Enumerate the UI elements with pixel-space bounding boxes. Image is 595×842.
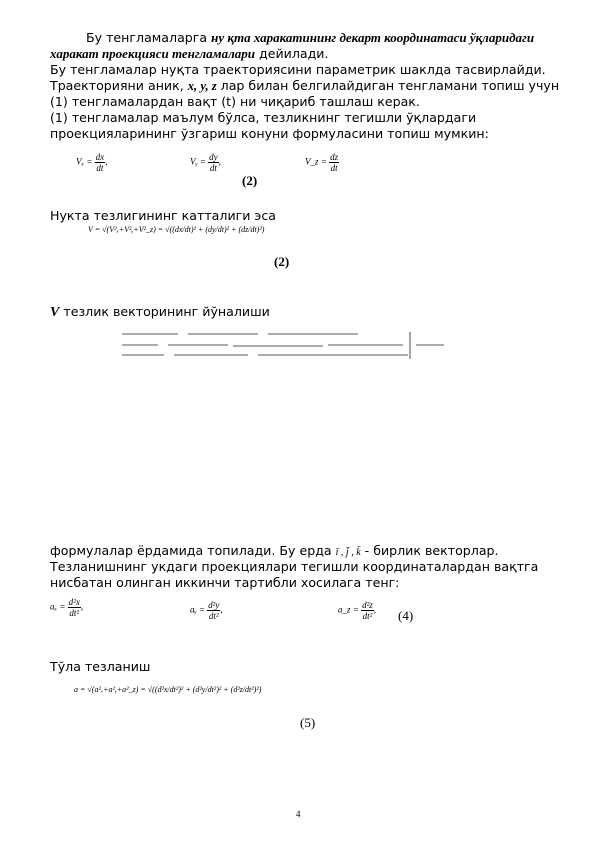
vx-den: dt [96, 163, 104, 173]
text-line-trajectory [50, 78, 559, 94]
accel-sqrt: √(a²ₓ+a²ᵧ+a²_z) [87, 685, 139, 694]
eq-number-2a: (2) [242, 173, 258, 188]
eq-vz: V_z = $\frac{dz}{dt}$ [305, 152, 339, 173]
eq-ay: aᵧ = $\frac{\text{d²y}}{\text{dt²}}$ , [190, 600, 223, 621]
eq-ax: aₓ = $\frac{\text{d²x}}{\text{dt²}}$ , [50, 597, 84, 618]
speed-sqrt: √(V²ₓ+V²ᵧ+V²_z) [102, 225, 156, 234]
vz-fraction [329, 152, 339, 173]
vx-num: dx [95, 152, 105, 162]
full-accel-label: Тўла тезланиш [50, 659, 151, 674]
velocity-symbol: V [50, 305, 60, 320]
ay-num: d²y [208, 600, 220, 610]
eq-full-accel: a = √(a²ₓ+a²ᵧ+a²_z) = √((d²x/dt²)² + (d²y/dt²)² + (d²z/dt²)²) [74, 685, 262, 694]
direction-line [50, 304, 270, 321]
az-fraction [361, 600, 374, 621]
direction-cosine-formula-image [118, 328, 448, 362]
para1-line1 [86, 30, 534, 46]
formula-strip-svg [118, 328, 448, 362]
az-lhs: a_z [338, 604, 351, 615]
ax-fraction [68, 597, 81, 618]
speed-lhs: V [88, 225, 93, 234]
page-number: 4 [296, 809, 301, 819]
accel-expanded: = √((d²x/dt²)² + (d²y/dt²)² + (d²z/dt²)²) [140, 685, 262, 694]
vz-lhs: V_z [305, 156, 319, 167]
unit-vectors-tail: - бирлик векторлар. [360, 543, 499, 558]
text-line-param: Бу тенгламалар нуқта траекториясини параметрик шаклда тасвирлайди. [50, 62, 546, 77]
text-line-projections: проекцияларининг ўзгариш конуни формуласини топиш мумкин: [50, 126, 489, 141]
eq-speed: V = √(V²ₓ+V²ᵧ+V²_z) = √((dx/dt)² + (dy/dt)² + (dz/dt)²) [88, 225, 265, 234]
unit-vectors: ī , j̄ , k̄ [335, 547, 361, 558]
eq-vy: Vᵧ = $\frac{dy}{dt}$ , [190, 152, 221, 173]
para1-line2 [50, 46, 329, 62]
formula-line-text: формулалар ёрдамида топилади. Бу ерда [50, 543, 332, 558]
speed-label: Нукта тезлигининг катталиги эса [50, 208, 276, 223]
ax-num: d²x [68, 597, 80, 607]
vy-lhs: Vᵧ [190, 156, 198, 167]
vy-den: dt [209, 163, 217, 173]
vy-num: dy [209, 152, 218, 162]
vy-fraction [208, 152, 219, 173]
vz-den: dt [330, 163, 338, 173]
eq-number-4: (4) [398, 608, 414, 623]
vz-num: dz [330, 152, 339, 162]
traj-pre: Траекторияни аник, [50, 78, 188, 93]
ax-den: dt² [69, 608, 80, 618]
eq-az: a_z = $\frac{\text{d²z}}{\text{dt²}}$ , [338, 600, 377, 621]
ax-lhs: aₓ [50, 601, 58, 612]
traj-vars: x, y, z [187, 79, 217, 93]
direction-text: тезлик векторининг йўналиши [63, 304, 270, 319]
para1-intro: Бу тенгламаларга [86, 30, 212, 45]
text-line-eliminate: (1) тенгламалардан вақт (t) ни чиқариб ташлаш керак. [50, 94, 420, 109]
vx-lhs: Vₓ [76, 156, 85, 167]
ay-lhs: aᵧ [190, 604, 197, 615]
ay-fraction [207, 600, 220, 621]
traj-post: лар билан белгилайдиган тенгламани топиш учун [216, 78, 560, 93]
eq-number-2b: (2) [274, 254, 290, 269]
az-num: d²z [362, 600, 373, 610]
ay-den: dt² [208, 611, 219, 621]
accel-lhs: a [74, 685, 78, 694]
text-line-known: (1) тенгламалар маълум бўлса, тезликнинг тегишли ўқлардаги [50, 110, 477, 125]
az-den: dt² [362, 611, 373, 621]
eq-number-5: (5) [300, 715, 316, 730]
para1-emphasis-2: харакат проекцияси тенгламалари [50, 46, 255, 61]
accel-line-1: Тезланишнинг укдаги проекциялари тегишли координаталардан вақтга [50, 559, 539, 574]
para1-emphasis-1: ну қта харакатининг декарт координатаси ўқларидаги [211, 30, 535, 45]
eq-vx: Vₓ = $\frac{dx}{dt}$ , [76, 152, 108, 173]
accel-line-2: нисбатан олинган иккинчи тартибли хосилага тенг: [50, 575, 400, 590]
para1-tail: дейилади. [255, 46, 329, 61]
vx-fraction [95, 152, 106, 173]
speed-expanded: = √((dx/dt)² + (dy/dt)² + (dz/dt)²) [157, 225, 265, 234]
